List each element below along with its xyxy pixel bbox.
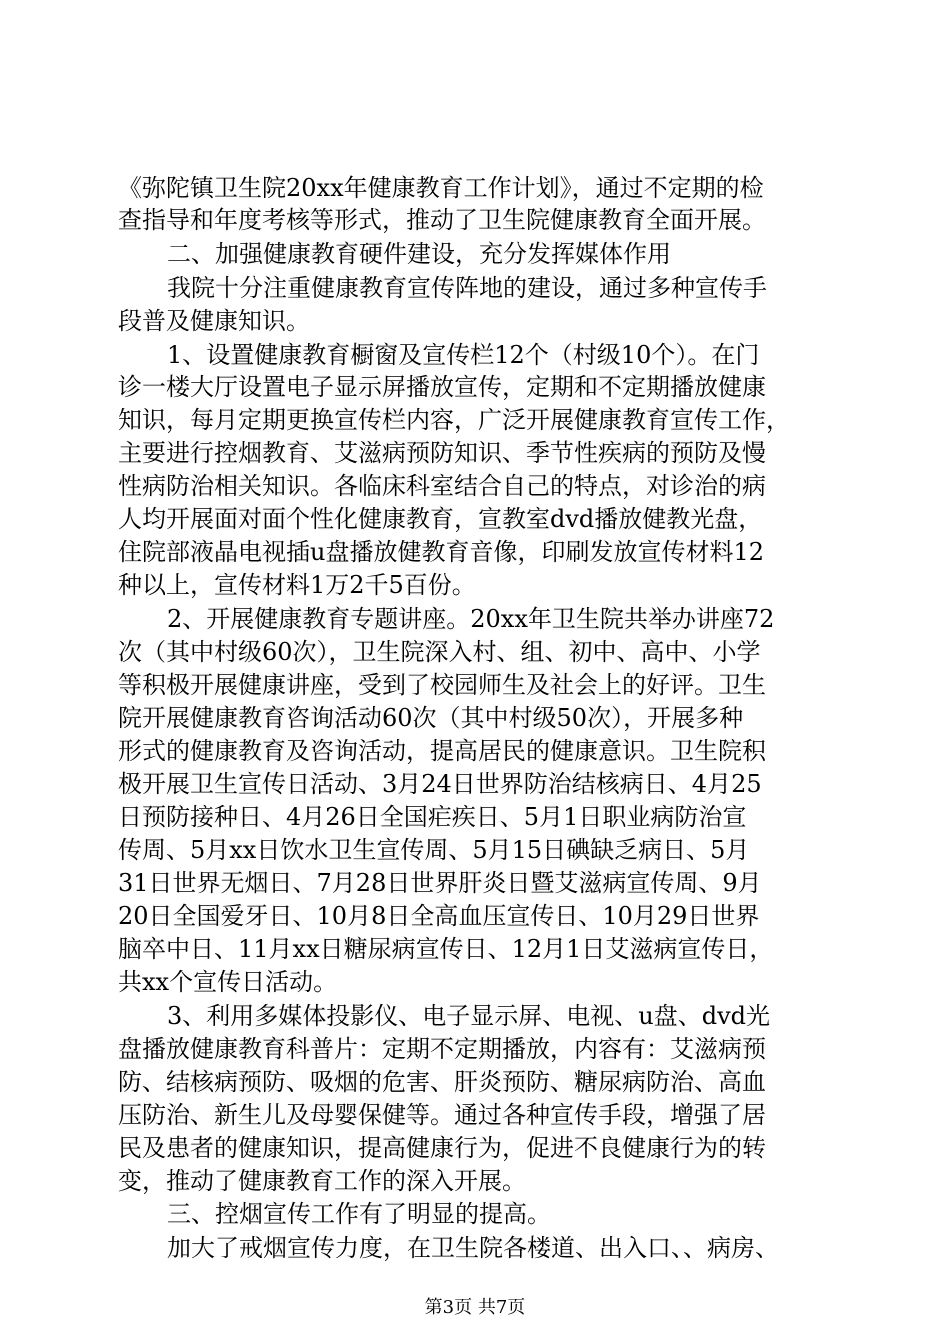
text-line: 查指导和年度考核等形式，推动了卫生院健康教育全面开展。 xyxy=(118,206,766,234)
text-line: 20日全国爱牙日、10月8日全高血压宣传日、10月29日世界 xyxy=(118,902,760,930)
text-line: 我院十分注重健康教育宣传阵地的建设，通过多种宣传手 xyxy=(167,274,767,302)
text-line: 《弥陀镇卫生院20xx年健康教育工作计划》，通过不定期的检 xyxy=(118,174,764,202)
text-line: 压防治、新生儿及母婴保健等。通过各种宣传手段，增强了居 xyxy=(118,1101,766,1129)
text-line: 等积极开展健康讲座，受到了校园师生及社会上的好评。卫生 xyxy=(118,671,766,699)
text-line: 传周、5月xx日饮水卫生宣传周、5月15日碘缺乏病日、5月 xyxy=(118,836,750,864)
text-line: 极开展卫生宣传日活动、3月24日世界防治结核病日、4月25 xyxy=(118,770,762,798)
section-heading: 三、控烟宣传工作有了明显的提高。 xyxy=(167,1200,551,1228)
page-number-footer: 第3页 共7页 xyxy=(424,1297,526,1318)
text-line: 2、开展健康教育专题讲座。20xx年卫生院共举办讲座72 xyxy=(167,605,775,633)
text-line: 1、设置健康教育橱窗及宣传栏12个（村级10个）。在门 xyxy=(167,341,760,369)
text-line: 盘播放健康教育科普片：定期不定期播放，内容有：艾滋病预 xyxy=(118,1035,766,1063)
text-line: 主要进行控烟教育、艾滋病预防知识、季节性疾病的预防及慢 xyxy=(118,439,766,467)
text-line: 院开展健康教育咨询活动60次（其中村级50次），开展多种 xyxy=(118,704,744,732)
text-line: 防、结核病预防、吸烟的危害、肝炎预防、糖尿病防治、高血 xyxy=(118,1068,766,1096)
text-line: 种以上，宣传材料1万2千5百份。 xyxy=(118,571,476,599)
text-line: 性病防治相关知识。各临床科室结合自己的特点，对诊治的病 xyxy=(118,472,766,500)
text-line: 形式的健康教育及咨询活动，提高居民的健康意识。卫生院积 xyxy=(118,737,766,765)
text-line: 知识，每月定期更换宣传栏内容，广泛开展健康教育宣传工作， xyxy=(118,406,790,434)
text-line: 3、利用多媒体投影仪、电子显示屏、电视、u盘、dvd光 xyxy=(167,1002,771,1030)
text-line: 日预防接种日、4月26日全国疟疾日、5月1日职业病防治宣 xyxy=(118,803,747,831)
text-line: 诊一楼大厅设置电子显示屏播放宣传，定期和不定期播放健康 xyxy=(118,373,766,401)
text-line: 人均开展面对面个性化健康教育，宣教室dvd播放健教光盘， xyxy=(118,505,763,533)
text-line: 加大了戒烟宣传力度，在卫生院各楼道、出入口、、病房、 xyxy=(167,1234,779,1262)
text-line: 次（其中村级60次），卫生院深入村、组、初中、高中、小学 xyxy=(118,638,761,666)
text-line: 段普及健康知识。 xyxy=(118,307,310,335)
text-line: 31日世界无烟日、7月28日世界肝炎日暨艾滋病宣传周、9月 xyxy=(118,869,762,897)
text-line: 民及患者的健康知识，提高健康行为，促进不良健康行为的转 xyxy=(118,1134,766,1162)
text-line: 住院部液晶电视插u盘播放健教育音像，印刷发放宣传材料12 xyxy=(118,538,764,566)
text-line: 脑卒中日、11月xx日糖尿病宣传日、12月1日艾滋病宣传日， xyxy=(118,935,774,963)
text-line: 共xx个宣传日活动。 xyxy=(118,968,338,996)
section-heading: 二、加强健康教育硬件建设，充分发挥媒体作用 xyxy=(167,240,671,268)
text-line: 变，推动了健康教育工作的深入开展。 xyxy=(118,1167,526,1195)
